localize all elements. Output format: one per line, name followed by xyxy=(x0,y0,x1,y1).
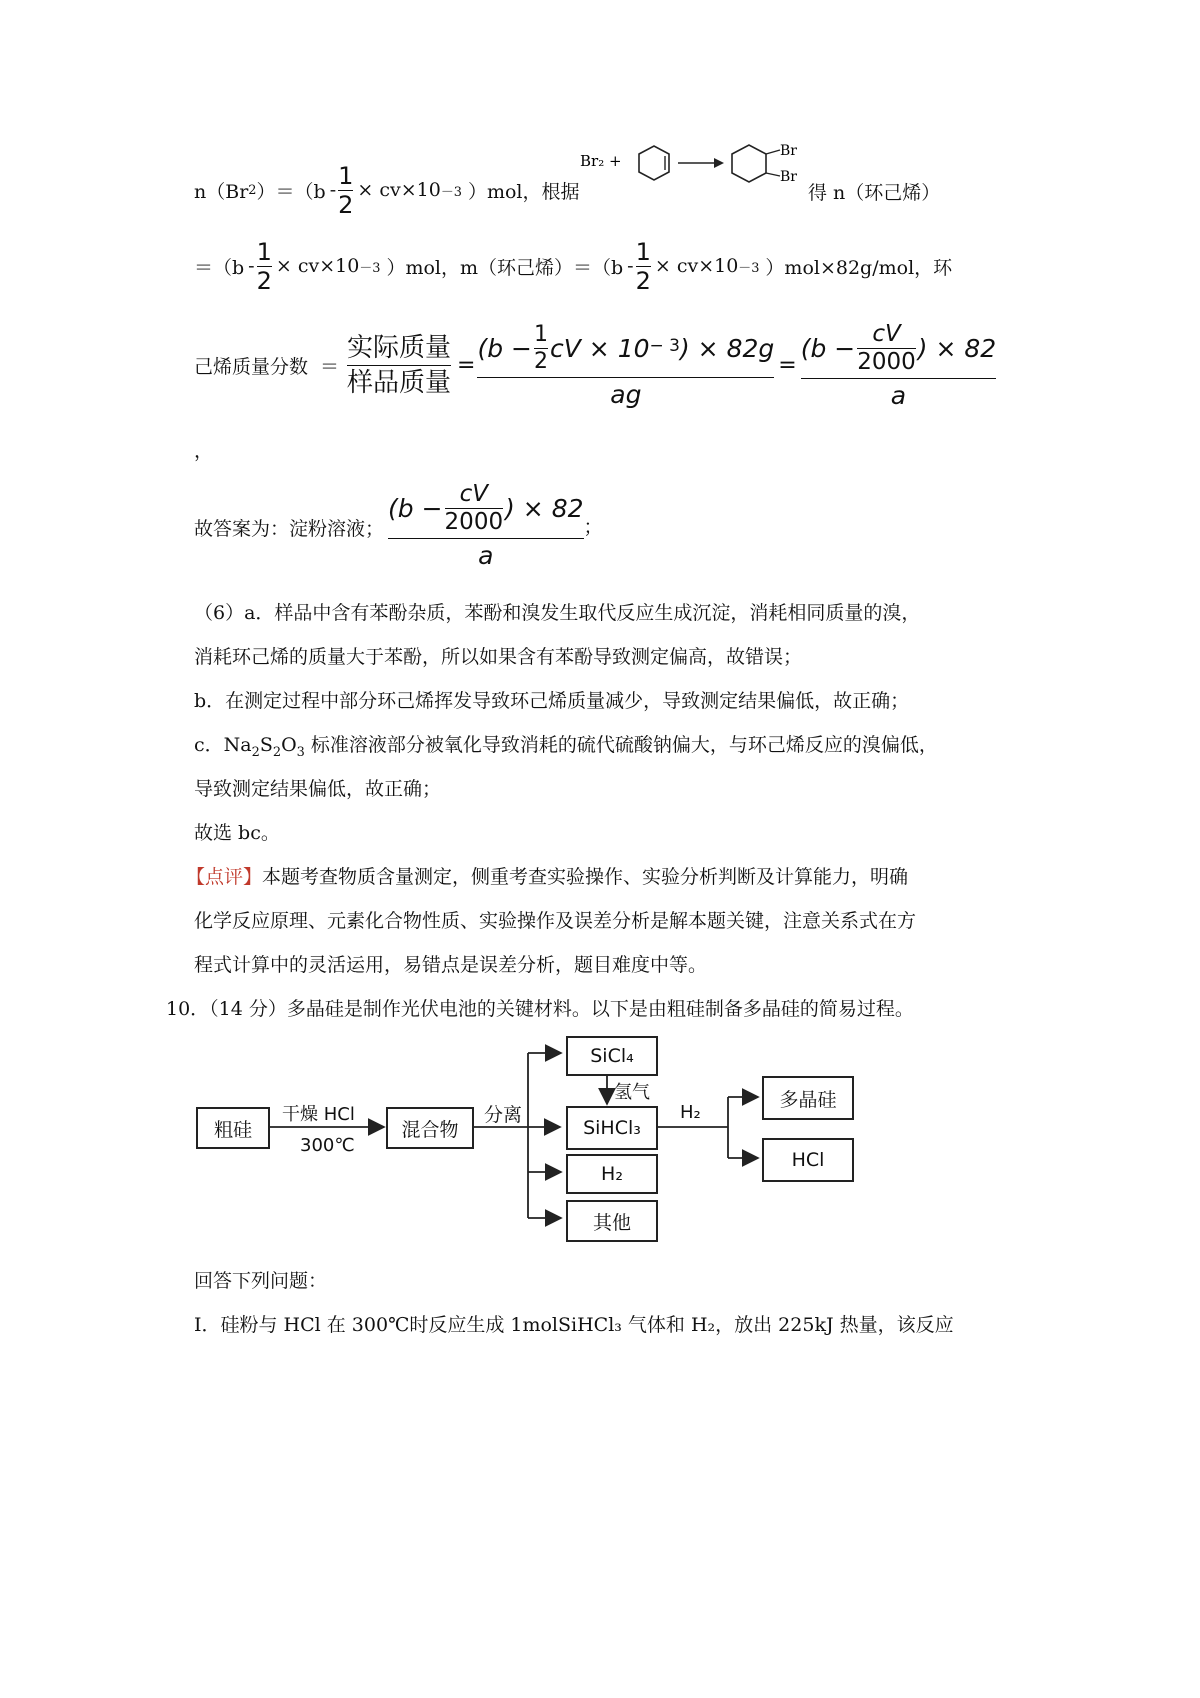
equals-3: = xyxy=(778,352,797,378)
answer-num-close: ) × 82 xyxy=(505,493,584,523)
para-c-a: c．Na xyxy=(194,734,252,756)
para-6a-line1: （6）a．样品中含有苯酚杂质，苯酚和溴发生取代反应生成沉淀，消耗相同质量的溴， xyxy=(194,602,921,624)
line1-prefix: n（Br xyxy=(194,180,249,203)
answer-questions: 回答下列问题： xyxy=(194,1270,328,1292)
fm-num-open: (b − xyxy=(477,333,533,363)
fs-den: a xyxy=(890,380,907,410)
box-hcl: HCl xyxy=(762,1138,854,1182)
answer-inner-num: cV xyxy=(459,480,489,507)
box-other: 其他 xyxy=(566,1200,658,1242)
para-6c-line2: 导致测定结果偏低，故正确； xyxy=(194,778,442,800)
choose-bc: 故选 bc。 xyxy=(194,822,280,844)
reaction-reactant: Br₂ + xyxy=(580,152,622,170)
comment-line2: 化学反应原理、元素化合物性质、实验操作及误差分析是解本题关键，注意关系式在方 xyxy=(194,910,917,932)
condition-dry-hcl: 干燥 HCl xyxy=(282,1104,355,1125)
fs-inner-den: 2000 xyxy=(857,348,916,375)
box-h2: H₂ xyxy=(566,1154,658,1194)
line1-tail: × cv×10 xyxy=(357,179,441,201)
para-c-d: 标准溶液部分被氧化导致消耗的硫代硫酸钠偏大，与环己烯反应的溴偏低， xyxy=(304,734,938,756)
para-c-sub1: 2 xyxy=(251,744,260,760)
fm-num-close: ) × 82g xyxy=(679,333,775,363)
para-c-sub3: 3 xyxy=(296,744,305,760)
question-10: 10．（14 分）多晶硅是制作光伏电池的关键材料。以下是由粗硅制备多晶硅的简易过程。 xyxy=(166,998,914,1020)
fm-inner-num: 1 xyxy=(534,321,549,347)
line1-after: ）mol，根据 xyxy=(467,180,580,203)
condition-300c: 300℃ xyxy=(300,1135,355,1156)
fm-inner-den: 2 xyxy=(534,348,549,374)
line2-frac2-num: 1 xyxy=(635,237,651,266)
box-sihcl3: SiHCl₃ xyxy=(566,1106,658,1150)
line2-end: ）mol×82g/mol，环 xyxy=(765,256,953,279)
answer-prefix: 故答案为：淀粉溶液； xyxy=(194,517,385,540)
para-6b: b．在测定过程中部分环己烯挥发导致环己烯质量减少，导致测定结果偏低，故正确； xyxy=(194,690,910,712)
line1-mid: ）＝（b xyxy=(256,180,326,203)
line2-tail2: × cv×10 xyxy=(654,255,739,277)
line1-exp: －3 xyxy=(440,184,462,200)
para-c-b: S xyxy=(259,734,273,756)
box-mixture: 混合物 xyxy=(386,1107,474,1149)
mass-fraction-label: 己烯质量分数 xyxy=(194,355,309,378)
line2-frac2-den: 2 xyxy=(635,266,651,295)
frac-actual-mass: 实际质量 xyxy=(347,332,452,363)
line2-open: ＝（b xyxy=(194,256,245,279)
para-c-sub2: 2 xyxy=(272,744,282,760)
label-separate: 分离 xyxy=(484,1104,523,1126)
box-crude-silicon: 粗硅 xyxy=(196,1107,270,1149)
fm-den: ag xyxy=(610,379,642,409)
fm-num-exp: − 3 xyxy=(649,335,680,356)
box-polysilicon: 多晶硅 xyxy=(762,1076,854,1120)
fs-inner-num: cV xyxy=(872,320,901,347)
line2-frac1-den: 2 xyxy=(256,266,272,295)
question-i: Ⅰ．硅粉与 HCl 在 300℃时反应生成 1molSiHCl₃ 气体和 H₂，放出 225kJ 热量，该反应 xyxy=(194,1314,954,1336)
answer-end: ； xyxy=(583,515,603,538)
comma: ， xyxy=(194,440,214,462)
comment-tag: 【点评】 xyxy=(186,866,263,888)
answer-inner-den: 2000 xyxy=(444,508,504,535)
label-h2: H₂ xyxy=(680,1102,701,1123)
para-6a-line2: 消耗环己烯的质量大于苯酚，所以如果含有苯酚导致测定偏高，故错误； xyxy=(194,646,803,668)
br-label-2: Br xyxy=(780,169,797,185)
equals-2: = xyxy=(457,352,476,378)
frac-sample-mass: 样品质量 xyxy=(347,367,452,398)
line2-after: ）mol，m（环己烯）＝（b xyxy=(386,256,624,279)
fm-num-mid: cV × 10 xyxy=(550,333,650,363)
br-label-1: Br xyxy=(780,143,797,159)
para-c-c: O xyxy=(281,734,297,756)
answer-num-open: (b − xyxy=(388,493,443,523)
label-hydrogen: 氢气 xyxy=(614,1082,650,1103)
line1-sub: 2 xyxy=(248,182,257,198)
line2-minus2: - xyxy=(627,255,634,277)
line1-frac-den: 2 xyxy=(338,190,354,219)
box-sicl4: SiCl₄ xyxy=(566,1036,658,1076)
comment-line3: 程式计算中的灵活运用，易错点是误差分析，题目难度中等。 xyxy=(194,954,708,976)
comment-text-1: 本题考查物质含量测定，侧重考查实验操作、实验分析判断及计算能力，明确 xyxy=(262,866,909,888)
fs-num-open: (b − xyxy=(800,333,856,363)
line1-frac-num: 1 xyxy=(338,161,354,190)
line2-minus: - xyxy=(248,255,255,277)
line2-exp: －3 xyxy=(359,260,381,276)
line2-exp2: －3 xyxy=(738,260,760,276)
fs-num-close: ) × 82 xyxy=(917,333,997,363)
line2-tail: × cv×10 xyxy=(275,255,360,277)
line1-result: 得 n（环己烯） xyxy=(808,182,941,204)
line1-minus: - xyxy=(329,179,337,201)
line2-frac1-num: 1 xyxy=(256,237,272,266)
equals-1: ＝ xyxy=(320,355,340,378)
answer-den: a xyxy=(478,540,494,570)
